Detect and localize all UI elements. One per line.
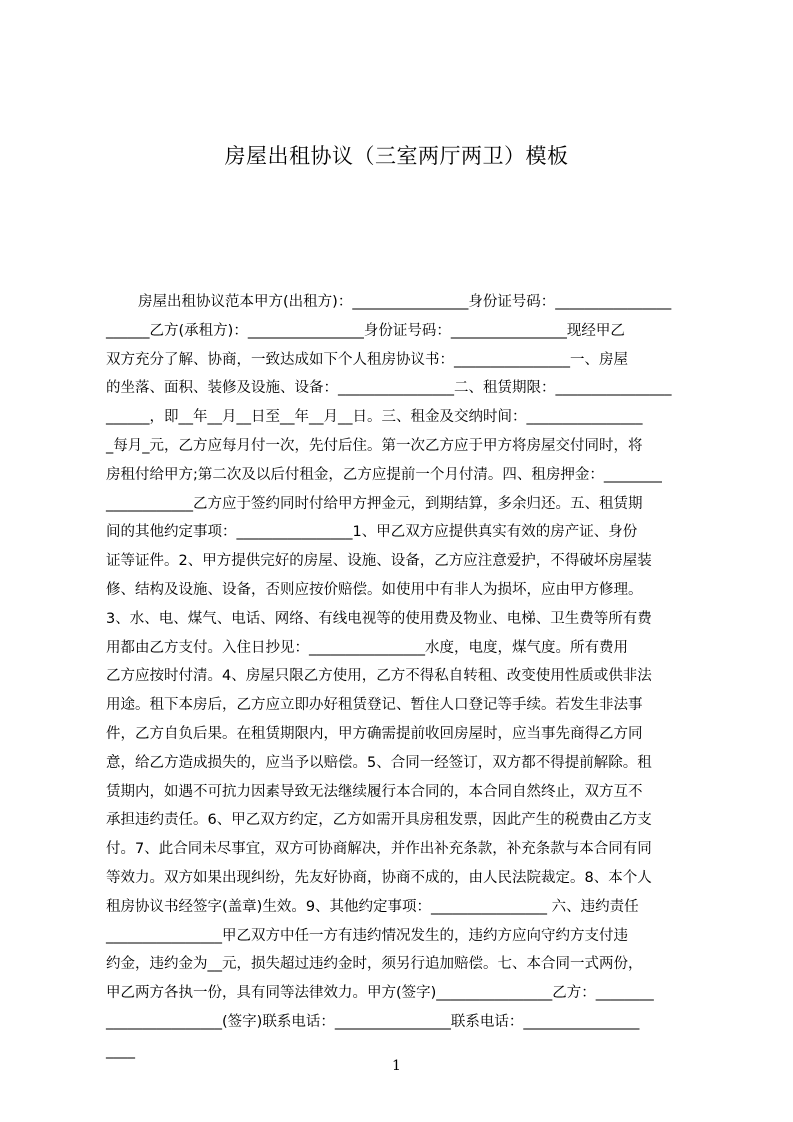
body-line: 的坐落、面积、装修及设施、设备：________________二、租赁期限：________________ [106,380,672,397]
body-line: 等效力。双方如果出现纠纷，先友好协商，协商不成的，由人民法院裁定。8、本个人 [106,869,652,886]
body-line: ______，即__年__月__日至__年__月__日。三、租金及交纳时间：________________ [106,409,643,426]
body-line: ______乙方(承租方)：________________身份证号码：________________现经甲乙 [106,322,625,339]
body-line: 用都由乙方支付。入住日抄见：________________水度，电度，煤气度。所有费用 [106,639,628,656]
body-line: 用途。租下本房后，乙方应立即办好租赁登记、暂住人口登记等手续。若发生非法事 [106,697,643,714]
body-line: 甲乙两方各执一份，具有同等法律效力。甲方(签字)________________乙方：________ [106,985,654,1002]
body-line: ________________甲乙双方中任一方有违约情况发生的，违约方应向守约方支付违 [106,927,628,944]
body-line: ____________乙方应于签约同时付给甲方押金元，到期结算，多余归还。五、租赁期 [106,495,643,512]
body-line: 付。7、此合同未尽事宜，双方可协商解决，并作出补充条款，补充条款与本合同有同 [106,841,652,858]
body-line: 房屋出租协议范本甲方(出租方)：________________身份证号码：________________ [138,294,672,310]
body-line: _每月_元，乙方应每月付一次，先付后住。第一次乙方应于甲方将房屋交付同时，将 [106,437,643,454]
body-line: 承担违约责任。6、甲乙双方约定，乙方如需开具房租发票，因此产生的税费由乙方支 [106,812,652,829]
body-line: 件，乙方自负后果。在租赁期限内，甲方确需提前收回房屋时，应当事先商得乙方同 [106,725,643,742]
page-number: 1 [392,1058,401,1074]
body-line: 修、结构及设施、设备，否则应按价赔偿。如使用中有非人为损坏，应由甲方修理。 [106,581,643,598]
contract-body [106,288,702,1059]
page-title: 房屋出租协议（三室两厅两卫）模板 [224,144,569,168]
body-line: 租房协议书经签字(盖章)生效。9、其他约定事项：________________ 六、违约责任 [106,898,639,915]
body-line: 意，给乙方造成损失的，应当予以赔偿。5、合同一经签订，双方都不得提前解除。租 [106,754,652,771]
body-line: ____ [106,1042,135,1059]
body-line: 房租付给甲方;第二次及以后付租金，乙方应提前一个月付清。四、租房押金：________ [106,466,662,483]
body-line: 证等证件。2、甲方提供完好的房屋、设施、设备，乙方应注意爱护，不得破坏房屋装 [106,553,652,570]
body-line: ________________(签字)联系电话：________________联系电话：________________ [106,1013,640,1030]
body-line: 3、水、电、煤气、电话、网络、有线电视等的使用费及物业、电梯、卫生费等所有费 [106,610,652,627]
body-line: 间的其他约定事项：________________1、甲乙双方应提供真实有效的房产证、身份 [106,524,638,541]
body-line: 约金，违约金为__元，损失超过违约金时，须另行追加赔偿。七、本合同一式两份， [106,956,643,973]
body-line: 乙方应按时付清。4、房屋只限乙方使用，乙方不得私自转租、改变使用性质或供非法 [106,668,652,685]
body-line: 赁期内，如遇不可抗力因素导致无法继续履行本合同的，本合同自然终止，双方互不 [106,783,643,800]
body-line: 双方充分了解、协商，一致达成如下个人租房协议书：________________一、房屋 [106,351,628,368]
